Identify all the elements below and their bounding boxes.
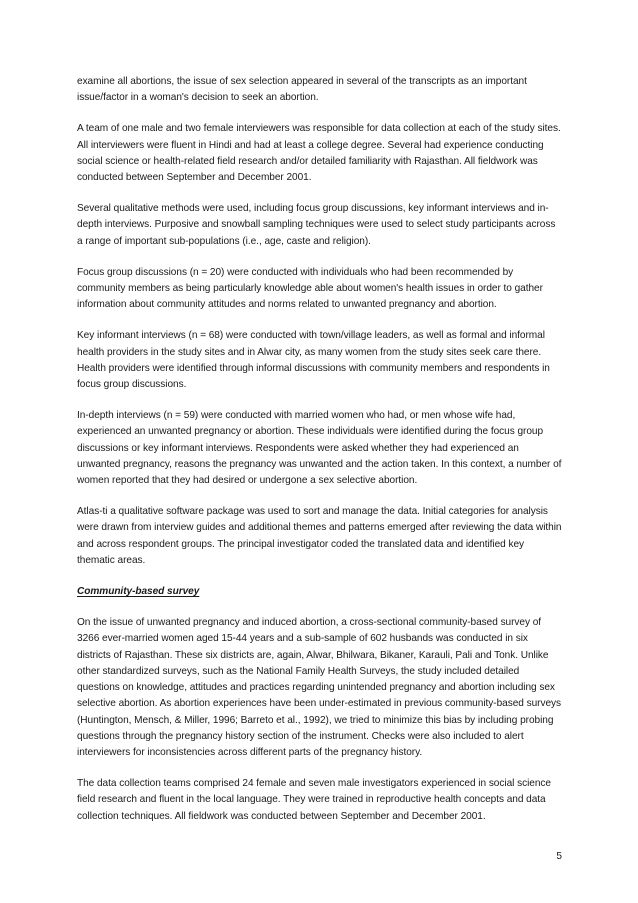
page-number: 5 xyxy=(556,851,562,862)
paragraph-in-depth-interviews: In-depth interviews (n = 59) were conducted with married women who had, or men whose wife had, experienced an unwanted pregnancy or abortion. These individuals were identified during the focus group discussions or key informant interviews. Respondents were asked whether they had experienced an unwanted pregnancy, reasons the pregnancy was unwanted and the action taken. In this context, a number of women reported that they had desired or undergone a sex selective abortion. xyxy=(77,410,562,487)
section-heading: Community-based survey xyxy=(77,586,200,598)
paragraph-qualitative-methods: Several qualitative methods were used, including focus group discussions, key informant interviews and in-depth interviews. Purposive and snowball sampling techniques were used to select study participants across a range of important sub-populations (i.e., age, caste and religion). xyxy=(77,203,556,247)
body-text xyxy=(77,74,563,825)
paragraph-intro-continuation: examine all abortions, the issue of sex selection appeared in several of the transcripts as an important issue/factor in a woman's decision to seek an abortion. xyxy=(77,76,527,104)
paragraph-focus-groups: Focus group discussions (n = 20) were conducted with individuals who had been recommended by community members as being particularly knowledge able about women's health issues in order to gather information about community attitudes and norms related to unwanted pregnancy and abortion. xyxy=(77,266,543,311)
paragraph-atlas-ti: Atlas-ti a qualitative software package was used to sort and manage the data. Initial categories for analysis were drawn from interview guides and additional themes and patterns emerged after reviewing the data within and across respondent groups. The principal investigator coded the translated data and identified key thematic areas. xyxy=(77,506,562,566)
paragraph-key-informants: Key informant interviews (n = 68) were conducted with town/village leaders, as well as formal and informal health providers in the study sites and in Alwar city, as many women from the study sites seek care there. Health providers were identified through informal discussions with community members and respondents in focus group discussions. xyxy=(77,330,550,391)
paragraph-survey-design: On the issue of unwanted pregnancy and induced abortion, a cross-sectional community-based survey of 3266 ever-married women aged 15-44 years and a sub-sample of 602 husbands was conducted in six districts of Rajasthan. These six districts are, again, Alwar, Bhilwara, Bikaner, Karauli, Pali and Tonk. Unlike other standardized surveys, such as the National Family Health Surveys, the study included detailed questions on knowledge, attitudes and practices regarding unintended pregnancy and abortion including sex selective abortion. As abortion experiences have been under-estimated in previous community-based surveys (Huntington, Mensch, & Miller, 1996; Barreto et al., 1992), we tried to minimize this bias by including probing questions through the pregnancy history section of the instrument. Checks were also included to alert interviewers for inconsistencies across different parts of the pregnancy history. xyxy=(77,617,562,758)
paragraph-interview-team: A team of one male and two female interviewers was responsible for data collection at each of the study sites. All interviewers were fluent in Hindi and had at least a college degree. Several had experience conducting social science or health-related field research and/or detailed familiarity with Rajasthan. All fieldwork was conducted between September and December 2001. xyxy=(77,123,561,184)
paragraph-data-collection-teams: The data collection teams comprised 24 female and seven male investigators experienced in social science field research and fluent in the local language. They were trained in reproductive health concepts and data collection techniques. All fieldwork was conducted between September and December 2001. xyxy=(77,778,551,822)
